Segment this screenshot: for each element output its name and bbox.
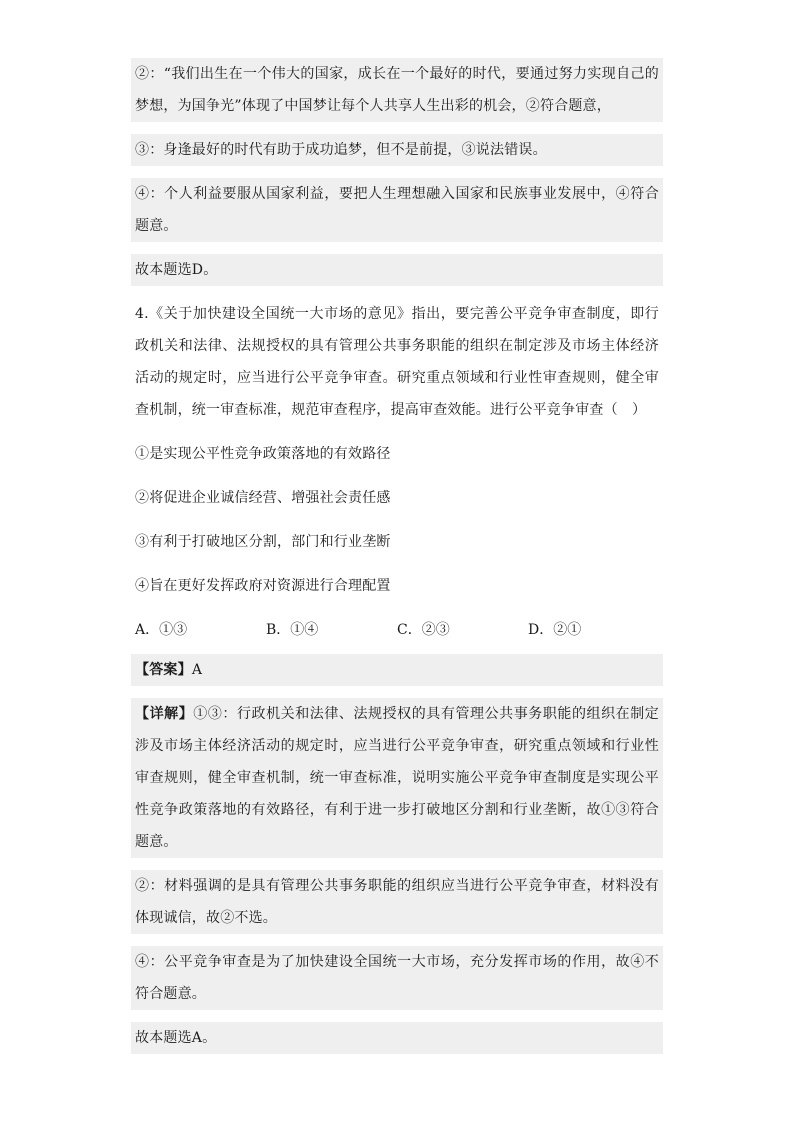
detail-p3: ④：公平竞争审查是为了加快建设全国统一大市场，充分发挥市场的作用，故④不符合题意。 [135,954,659,1002]
document-page [131,58,663,1054]
statement-1: ①是实现公平性竞争政策落地的有效路径 [135,446,391,462]
statement-3: ③有利于打破地区分割，部门和行业垄断 [135,534,391,550]
detail-p2: ②：材料强调的是具有管理公共事务职能的组织应当进行公平竞争审查，材料没有体现诚信，故②不选。 [135,878,659,926]
answer-label: 【答案】 [135,662,192,678]
prev-answer-p4: ④：个人利益要服从国家利益，要把人生理想融入国家和民族事业发展中，④符合题意。 [135,186,659,234]
option-a: A．①③ [135,622,188,638]
answer-line [131,654,663,686]
option-b: B．①④ [266,622,319,638]
prev-answer-conclusion: 故本题选D。 [135,262,218,278]
statement-2: ②将促进企业诚信经营、增强社会责任感 [135,490,391,506]
detail-p1 [131,698,663,858]
answer-conclusion: 故本题选A。 [135,1030,217,1046]
answer-block [131,654,663,1054]
option-c: C．②③ [397,622,450,638]
detail-label: 【详解】 [135,706,194,722]
answer-options [131,614,663,646]
answer-value: A [191,662,203,678]
option-d: D．②① [528,622,582,638]
detail-p1-text: ①③：行政机关和法律、法规授权的具有管理公共事务职能的组织在制定涉及市场主体经济活动的规定时，应当进行公平竞争审查，研究重点领域和行业性审查规则，健全审查机制，统一审查标准，说明实施公平竞争审查制度是实现公平性竞争政策落地的有效路径，有利于进一步打破地区分割和行业垄断，故①③符合题意。 [135,706,659,850]
prev-answer-p3: ③：身逢最好的时代有助于成功追梦，但不是前提，③说法错误。 [135,142,547,158]
statement-4: ④旨在更好发挥政府对资源进行合理配置 [135,578,391,594]
prev-answer-p2: ②：“我们出生在一个伟大的国家，成长在一个最好的时代，要通过努力实现自己的梦想，为国争光”体现了中国梦让每个人共享人生出彩的机会，②符合题意， [135,66,659,114]
prev-answer-block [131,58,663,286]
question-4-stem: 4.《关于加快建设全国统一大市场的意见》指出，要完善公平竞争审查制度，即行政机关和法律、法规授权的具有管理公共事务职能的组织在制定涉及市场主体经济活动的规定时，应当进行公平竞争审查。研究重点领域和行业性审查规则，健全审查机制，统一审查标准，规范审查程序，提高审查效能。进行公平竞争审查（ ） [135,306,659,418]
